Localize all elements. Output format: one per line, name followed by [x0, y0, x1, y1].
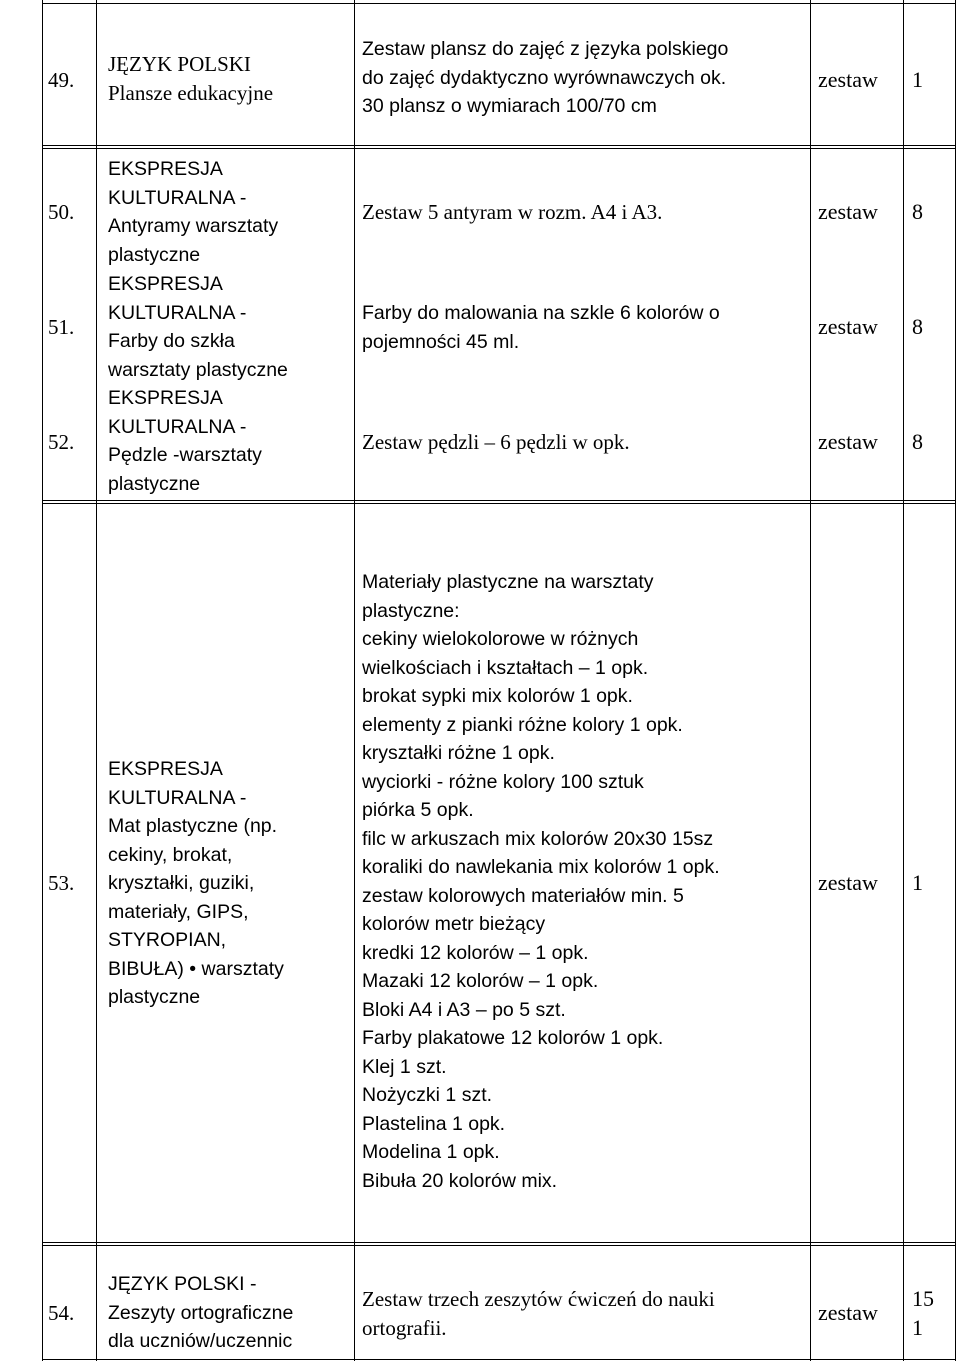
row-49-unit: zestaw	[818, 67, 878, 92]
row-52-quantity: 8	[912, 429, 923, 454]
row-54-unit: zestaw	[818, 1300, 878, 1325]
row-54-number: 54.	[48, 1301, 75, 1325]
row-51-unit: zestaw	[818, 314, 878, 339]
row-54-description: Zestaw trzech zeszytów ćwiczeń do nauki ortografii.	[362, 1287, 715, 1340]
row-53-name: EKSPRESJA KULTURALNA - Mat plastyczne (np. cekiny, brokat, kryształki, guziki, materiały, GIPS, STYROPIAN, BIBUŁA) • warsztaty plastyczne	[108, 758, 284, 1008]
row-border-54-bottom	[42, 1359, 956, 1360]
table-border-left	[42, 0, 43, 1361]
table-divider-desc	[810, 0, 811, 1361]
row-border-49-top	[42, 3, 956, 4]
row-50-quantity: 8	[912, 199, 923, 224]
row-52-number: 52.	[48, 430, 75, 454]
row-51-quantity: 8	[912, 314, 923, 339]
row-53-quantity: 1	[912, 870, 923, 895]
row-border-49-bottom	[42, 145, 956, 146]
row-50-name: EKSPRESJA KULTURALNA - Antyramy warsztaty plastyczne	[108, 158, 279, 266]
row-54-name: JĘZYK POLSKI - Zeszyty ortograficzne dla uczniów/uczennic	[108, 1273, 294, 1352]
row-53-number: 53.	[48, 871, 75, 895]
row-52-name: EKSPRESJA KULTURALNA - Pędzle -warsztaty plastyczne	[108, 387, 262, 495]
row-53-description: Materiały plastyczne na warsztaty plastyczne: cekiny wielokolorowe w różnych wielkościach i kształtach – 1 opk. brokat sypki mix kolorów 1 opk. elementy z pianki różne kolory 1 opk. kryształki różne 1 opk. wyciorki - różne kolory 100 sztuk piórka 5 opk. filc w arkuszach mix kolorów 20x30 15sz koraliki do nawlekania mix kolorów 1 opk. zestaw kolorowych materiałów min. 5 kolorów metr bieżący kredki 12 kolorów – 1 opk. Mazaki 12 kolorów – 1 opk. Bloki A4 i A3 – po 5 szt. Farby plakatowe 12 kolorów 1 opk. Klej 1 szt. Nożyczki 1 szt. Plastelina 1 opk. Modelina 1 opk. Bibuła 20 kolorów mix.	[362, 571, 720, 1192]
table-border-right	[955, 0, 956, 1361]
row-49-description: Zestaw plansz do zajęć z języka polskiego do zajęć dydaktyczno wyrównawczych ok. 30 plansz o wymiarach 100/70 cm	[362, 38, 729, 117]
row-52-unit: zestaw	[818, 429, 878, 454]
row-49-number: 49.	[48, 68, 75, 92]
row-border-52-bottom	[42, 500, 956, 501]
row-49-quantity: 1	[912, 67, 923, 92]
row-51-number: 51.	[48, 315, 75, 339]
table-divider-nr	[96, 0, 97, 1361]
row-50-description: Zestaw 5 antyram w rozm. A4 i A3.	[362, 200, 663, 224]
row-border-53-top	[42, 503, 956, 504]
row-53-unit: zestaw	[818, 870, 878, 895]
row-52-description: Zestaw pędzli – 6 pędzli w opk.	[362, 430, 630, 454]
row-border-53-bottom	[42, 1242, 956, 1243]
row-border-50-top	[42, 148, 956, 149]
row-54-quantity: 15 1	[912, 1286, 934, 1340]
row-50-unit: zestaw	[818, 199, 878, 224]
row-border-54-top	[42, 1245, 956, 1246]
row-49-name: JĘZYK POLSKI Plansze edukacyjne	[108, 52, 274, 105]
row-51-description: Farby do malowania na szkle 6 kolorów o pojemności 45 ml.	[362, 302, 720, 353]
table-divider-unit	[903, 0, 904, 1361]
table-divider-name	[354, 0, 355, 1361]
row-51-name: EKSPRESJA KULTURALNA - Farby do szkła warsztaty plastyczne	[108, 273, 288, 381]
row-50-number: 50.	[48, 200, 75, 224]
